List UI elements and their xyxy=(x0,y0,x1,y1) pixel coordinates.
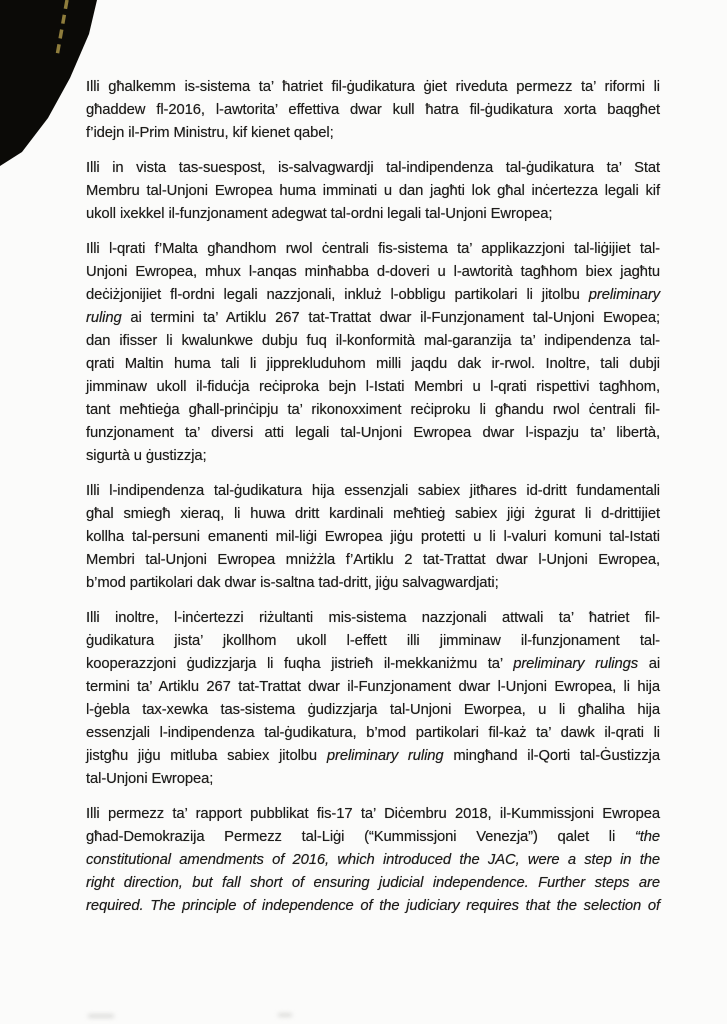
text-line xyxy=(86,803,660,826)
scan-smudge xyxy=(88,1014,114,1018)
text-segment: Illi permezz ta’ rapport pubblikat fis-17 ta’ Diċembru 2018, il-Kummissjoni Ewropea xyxy=(86,806,660,822)
document-body xyxy=(86,76,660,918)
text-segment: għad-Demokrazija Permezz tal-Liġi (“Kummissjoni Venezja”) qalet li xyxy=(86,829,635,845)
italic-text-segment: constitutional amendments of 2016, which introduced the JAC, were a step in the xyxy=(86,852,660,868)
italic-text-segment: ruling xyxy=(86,310,122,326)
text-line xyxy=(86,203,660,226)
text-segment: Membri tal-Unjoni Ewropea mniżżla f’Artiklu 2 tat-Trattat dwar l-Unjoni Ewropea, xyxy=(86,552,660,568)
text-line xyxy=(86,503,660,526)
text-line xyxy=(86,157,660,180)
text-line xyxy=(86,99,660,122)
text-line xyxy=(86,745,660,768)
text-line xyxy=(86,180,660,203)
text-segment: għal smiegħ xieraq, li huwa dritt kardinali meħtieġ sabiex jiġi żgurat li d-drittijiet xyxy=(86,506,660,522)
paragraph xyxy=(86,157,660,226)
italic-text-segment: preliminary ruling xyxy=(326,748,444,764)
text-line xyxy=(86,261,660,284)
text-segment: sigurtà u ġustizzja; xyxy=(86,448,207,464)
text-line xyxy=(86,549,660,572)
text-segment: jistgħu jiġu mitluba sabiex jitolbu xyxy=(86,748,327,764)
text-line xyxy=(86,653,660,676)
paragraph xyxy=(86,480,660,595)
text-line xyxy=(86,826,660,849)
text-line xyxy=(86,122,660,145)
text-segment: dan ifisser li kwalunkwe dubju fuq il-konformità mal-garanzija ta’ indipendenza tal- xyxy=(86,333,660,349)
italic-text-segment: preliminary xyxy=(588,287,660,303)
text-line xyxy=(86,353,660,376)
scan-smudge xyxy=(278,1013,292,1017)
text-line xyxy=(86,307,660,330)
paragraph xyxy=(86,803,660,918)
text-line xyxy=(86,607,660,630)
paragraph xyxy=(86,76,660,145)
text-line xyxy=(86,849,660,872)
text-segment: jimminaw ukoll il-fiduċja reċiproka bejn l-Istati Membri u l-qrati rispettivi tagħhom, xyxy=(86,379,660,395)
page-corner-fold xyxy=(0,0,97,166)
text-line xyxy=(86,399,660,422)
text-line xyxy=(86,572,660,595)
text-line xyxy=(86,445,660,468)
text-segment: Unjoni Ewropea, mhux l-anqas minħabba d-doveri u l-awtorità tagħhom biex jagħtu xyxy=(86,264,660,280)
text-line xyxy=(86,630,660,653)
text-segment: l-ġebla tax-xewka tas-sistema ġudizzjarja tal-Unjoni Eworpea, u li għaliha hija xyxy=(86,702,660,718)
text-line xyxy=(86,330,660,353)
text-segment: ġudikatura jista’ jkollhom ukoll l-effett illi jimminaw il-funzjonament tal- xyxy=(86,633,660,649)
text-line xyxy=(86,699,660,722)
text-line xyxy=(86,676,660,699)
text-segment: Illi l-qrati f’Malta għandhom rwol ċentrali fis-sistema ta’ applikazzjoni tal-liġijiet tal- xyxy=(86,241,660,257)
text-segment: kooperazzjoni ġudizzjarja li fuqha jistrieħ il-mekkaniżmu ta’ xyxy=(86,656,514,672)
italic-text-segment: right direction, but fall short of ensuring judicial independence. Further steps are xyxy=(86,875,660,891)
text-segment: funzjonament ta’ diversi atti legali tal-Unjoni Ewropea dwar l-ispazju ta’ libertà, xyxy=(86,425,660,441)
italic-text-segment: “the xyxy=(634,829,660,845)
text-segment: qrati Maltin huma tali li jipprekluduhom milli jaqdu dak ir-rwol. Inoltre, tali dubji xyxy=(86,356,660,372)
text-segment: termini ta’ Artiklu 267 tat-Trattat dwar il-Funzjonament dwar l-Unjoni Ewropea, li hija xyxy=(86,679,660,695)
text-segment: Illi l-indipendenza tal-ġudikatura hija essenzjali sabiex jitħares id-dritt fundamentali xyxy=(86,483,660,499)
text-segment: ai xyxy=(638,656,661,672)
text-segment: Illi in vista tas-suespost, is-salvagwardji tal-indipendenza tal-ġudikatura ta’ Stat xyxy=(86,160,660,176)
text-segment: għaddew fl-2016, l-awtorita’ effettiva dwar kull ħatra fil-ġudikatura xorta baqgħet xyxy=(86,102,660,118)
text-line xyxy=(86,238,660,261)
text-segment: ai termini ta’ Artiklu 267 tat-Trattat dwar il-Funzjonament tal-Unjoni Ewopea; xyxy=(121,310,660,326)
text-line xyxy=(86,872,660,895)
text-segment: Illi inoltre, l-inċertezzi riżultanti mis-sistema nazzjonali attwali ta’ ħatriet fil- xyxy=(86,610,660,626)
text-segment: b’mod partikolari dak dwar is-saltna tad-dritt, jiġu salvagwardjati; xyxy=(86,575,499,591)
text-line xyxy=(86,895,660,918)
paragraph xyxy=(86,607,660,791)
text-segment: tal-Unjoni Ewropea; xyxy=(86,771,214,787)
text-segment: ukoll ixekkel il-funzjonament adegwat tal-ordni legali tal-Unjoni Ewropea; xyxy=(86,206,553,222)
text-segment: kollha tal-persuni emanenti mil-liġi Ewropea jiġu protetti u li l-valuri komuni tal-Istati xyxy=(86,529,660,545)
text-segment: tant meħtieġa għall-prinċipju ta’ rikonoxximent reċiproku li għandu rwol ċentrali fil- xyxy=(86,402,660,418)
text-line xyxy=(86,284,660,307)
text-line xyxy=(86,376,660,399)
text-segment: Membru tal-Unjoni Ewropea huma imminati u dan jagħti lok għal inċertezza legali kif xyxy=(86,183,660,199)
text-line xyxy=(86,422,660,445)
text-segment: Illi għalkemm is-sistema ta’ ħatriet fil-ġudikatura ġiet riveduta permezz ta’ riformi li xyxy=(86,79,660,95)
text-segment: f’idejn il-Prim Ministru, kif kienet qabel; xyxy=(86,125,334,141)
paragraph xyxy=(86,238,660,468)
text-line xyxy=(86,768,660,791)
text-segment: mingħand il-Qorti tal-Ġustizzja xyxy=(443,748,660,764)
text-line xyxy=(86,480,660,503)
text-line xyxy=(86,526,660,549)
italic-text-segment: preliminary rulings xyxy=(513,656,639,672)
text-segment: essenzjali l-indipendenza tal-ġudikatura, b’mod partikolari fil-każ ta’ dawk il-qrati li xyxy=(86,725,660,741)
text-line xyxy=(86,722,660,745)
italic-text-segment: required. The principle of independence of the judiciary requires that the selection of xyxy=(86,898,660,914)
text-line xyxy=(86,76,660,99)
text-segment: deċiżjonijiet fl-ordni legali nazzjonali, inkluż l-obbligu partikolari li jitolbu xyxy=(86,287,589,303)
